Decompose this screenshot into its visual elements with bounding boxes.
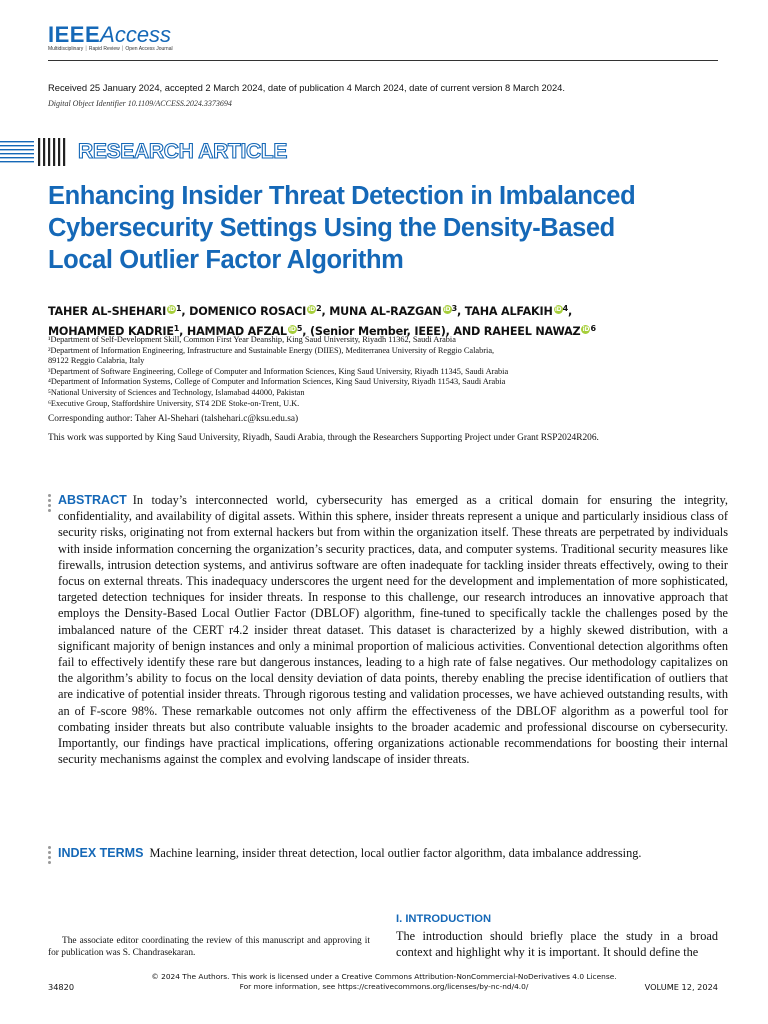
author-affil-sup: 2	[316, 304, 322, 313]
affiliation-line: ³Department of Software Engineering, College of Computer and Information Sciences, King Saud University, Riyadh 11345, Saudi Arabia	[48, 366, 509, 376]
affiliations	[48, 335, 728, 409]
received-dates: Received 25 January 2024, accepted 2 March 2024, date of publication 4 March 2024, date of current version 8 March 2024.	[48, 82, 565, 93]
abstract-dots-icon	[48, 494, 52, 514]
introduction-heading: I. INTRODUCTION	[396, 913, 492, 925]
author-separator: ,	[321, 305, 330, 318]
author-name: DOMENICO ROSACI	[189, 305, 307, 318]
introduction-text: The introduction should briefly place the study in a broad context and highlight why it is important. It should define the	[396, 929, 718, 959]
author-affil-sup: 1	[176, 304, 182, 313]
article-type-stripes-icon	[0, 134, 70, 170]
author-affil-sup: 5	[296, 324, 303, 333]
orcid-icon[interactable]: iD	[582, 326, 590, 333]
orcid-icon[interactable]: iD	[289, 326, 296, 333]
title-line: Cybersecurity Settings Using the Density-Based	[48, 214, 615, 242]
funding-statement: This work was supported by King Saud University, Riyadh, Saudi Arabia, through the Researchers Supporting Project under Grant RSP2024R206.	[48, 433, 599, 443]
corresponding-author: Corresponding author: Taher Al-Shehari (talshehari.c@ksu.edu.sa)	[48, 414, 299, 424]
author-name: TAHA ALFAKIH	[464, 305, 553, 318]
author-affil-sup: 1	[173, 324, 180, 333]
abstract-label: ABSTRACT	[58, 493, 127, 507]
author-separator: ,	[456, 305, 465, 318]
orcid-icon[interactable]: iD	[554, 306, 562, 313]
author-name: MUNA AL-RAZGAN	[329, 305, 442, 318]
author-name: HAMMAD AFZAL	[186, 325, 287, 338]
orcid-icon[interactable]: iD	[443, 306, 451, 313]
volume-label: VOLUME 12, 2024	[644, 982, 718, 992]
article-type-label: RESEARCH ARTICLE	[78, 140, 288, 163]
title-line: Local Outlier Factor Algorithm	[48, 246, 404, 274]
license-line: © 2024 The Authors. This work is licensed under a Creative Commons Attribution-NonCommercial-NoDerivatives 4.0 License.	[151, 972, 617, 981]
index-terms	[58, 845, 728, 861]
doi-line: Digital Object Identifier 10.1109/ACCESS.2024.3373694	[48, 99, 232, 108]
logo-tagline: Multidisciplinary ⏐ Rapid Review ⏐ Open Access Journal	[48, 46, 173, 52]
orcid-icon[interactable]: iD	[168, 306, 175, 313]
author-separator: ,	[179, 325, 187, 338]
author-name: TAHER AL-SHEHARI	[48, 305, 167, 318]
affiliation-line: ⁴Department of Information Systems, College of Computer and Information Sciences, King Saud University, Riyadh 11543, Saudi Arabia	[48, 377, 506, 387]
affiliation-line: 89122 Reggio Calabria, Italy	[48, 356, 145, 366]
title-line: Enhancing Insider Threat Detection in Imbalanced	[48, 182, 636, 210]
logo-ieee: IEEE	[48, 22, 101, 47]
author-affil-sup: 4	[562, 304, 569, 313]
logo-access: Access	[100, 22, 172, 47]
editor-note: The associate editor coordinating the review of this manuscript and approving it for publication was S. Chandrasekaran.	[48, 936, 370, 958]
index-terms-label: INDEX TERMS	[58, 846, 144, 860]
author-name: RAHEEL NAWAZ	[483, 325, 581, 338]
paper-title	[48, 180, 728, 276]
license-link[interactable]: For more information, see https://creativecommons.org/licenses/by-nc-nd/4.0/	[239, 982, 529, 991]
affiliation-line: ¹Department of Self-Development Skill, Common First Year Deanship, King Saud University, Riyadh 11362, Saudi Arabia	[48, 335, 456, 344]
header-divider	[48, 60, 718, 61]
journal-logo	[48, 22, 171, 48]
abstract	[58, 492, 728, 767]
affiliation-line: ²Department of Information Engineering, Infrastructure and Sustainable Energy (DIIES), Mediterranea University of Reggio Calabria,	[48, 345, 495, 355]
index-terms-text: Machine learning, insider threat detection, local outlier factor algorithm, data imbalance addressing.	[149, 846, 642, 860]
page-number: 34820	[48, 982, 75, 992]
author-affil-sup: 3	[451, 304, 457, 313]
orcid-icon[interactable]: iD	[308, 306, 315, 313]
author-separator: ,	[181, 305, 190, 318]
author-separator: ,	[568, 305, 573, 318]
index-terms-dots-icon	[48, 846, 52, 866]
author-separator: , (Senior Member, IEEE), AND	[302, 325, 484, 338]
author-affil-sup: 6	[590, 324, 596, 333]
affiliation-line: ⁶Executive Group, Staffordshire University, ST4 2DE Stoke-on-Trent, U.K.	[48, 398, 300, 408]
author-name: MOHAMMED KADRIE	[48, 325, 174, 338]
affiliation-line: ⁵National University of Sciences and Technology, Islamabad 44000, Pakistan	[48, 387, 305, 397]
abstract-text: In today’s interconnected world, cybersecurity has emerged as a critical domain for ensuring the integrity, confidentiality, and availability of digital assets. Within this sphere, insider threats represent a unique and particularly insidious class of security risks, originating not from external hackers but from within the organization itself. These threats are perpetrated by individuals with inside information concerning the organization’s security practices, data, and computer systems. Traditional security measures like firewalls, intrusion detection systems, and antivirus software are often inadequate for tackling insider threats effectively, owing to their focus on external threats. This inadequacy underscores the urgent need for the development and implementation of more sophisticated, targeted detection techniques for insider threats. In response to this challenge, our research introduces an innovative approach that employs the Density-Based Local Outlier Factor (DBLOF) algorithm, fine-tuned to specifically tackle the challenges posed by the imbalanced nature of the CERT r4.2 insider threat dataset. This dataset is characterized by a highly skewed distribution, with a significant majority of benign instances and only a minimal proportion of malicious activities. Conventional detection algorithms often fail to effectively identify these rare but dangerous instances, leading to a high rate of false negatives. Our methodology capitalizes on the algorithm’s ability to focus on the local density deviation of data points, thereby enabling the precise identification of outliers that are indicative of potential insider threats. Through rigorous testing and validation processes, we have achieved outstanding results, with an of F-score 98%. These remarkable outcomes not only affirm the effectiveness of the DBLOF algorithm as a powerful tool for combating insider threats but also contribute valuable insights to the broader academic and professional discourse on cybersecurity. Importantly, our findings have practical implications, offering organizations actionable recommendations for boosting their internal security mechanisms against the complex and evolving landscape of insider threats.	[58, 493, 728, 767]
